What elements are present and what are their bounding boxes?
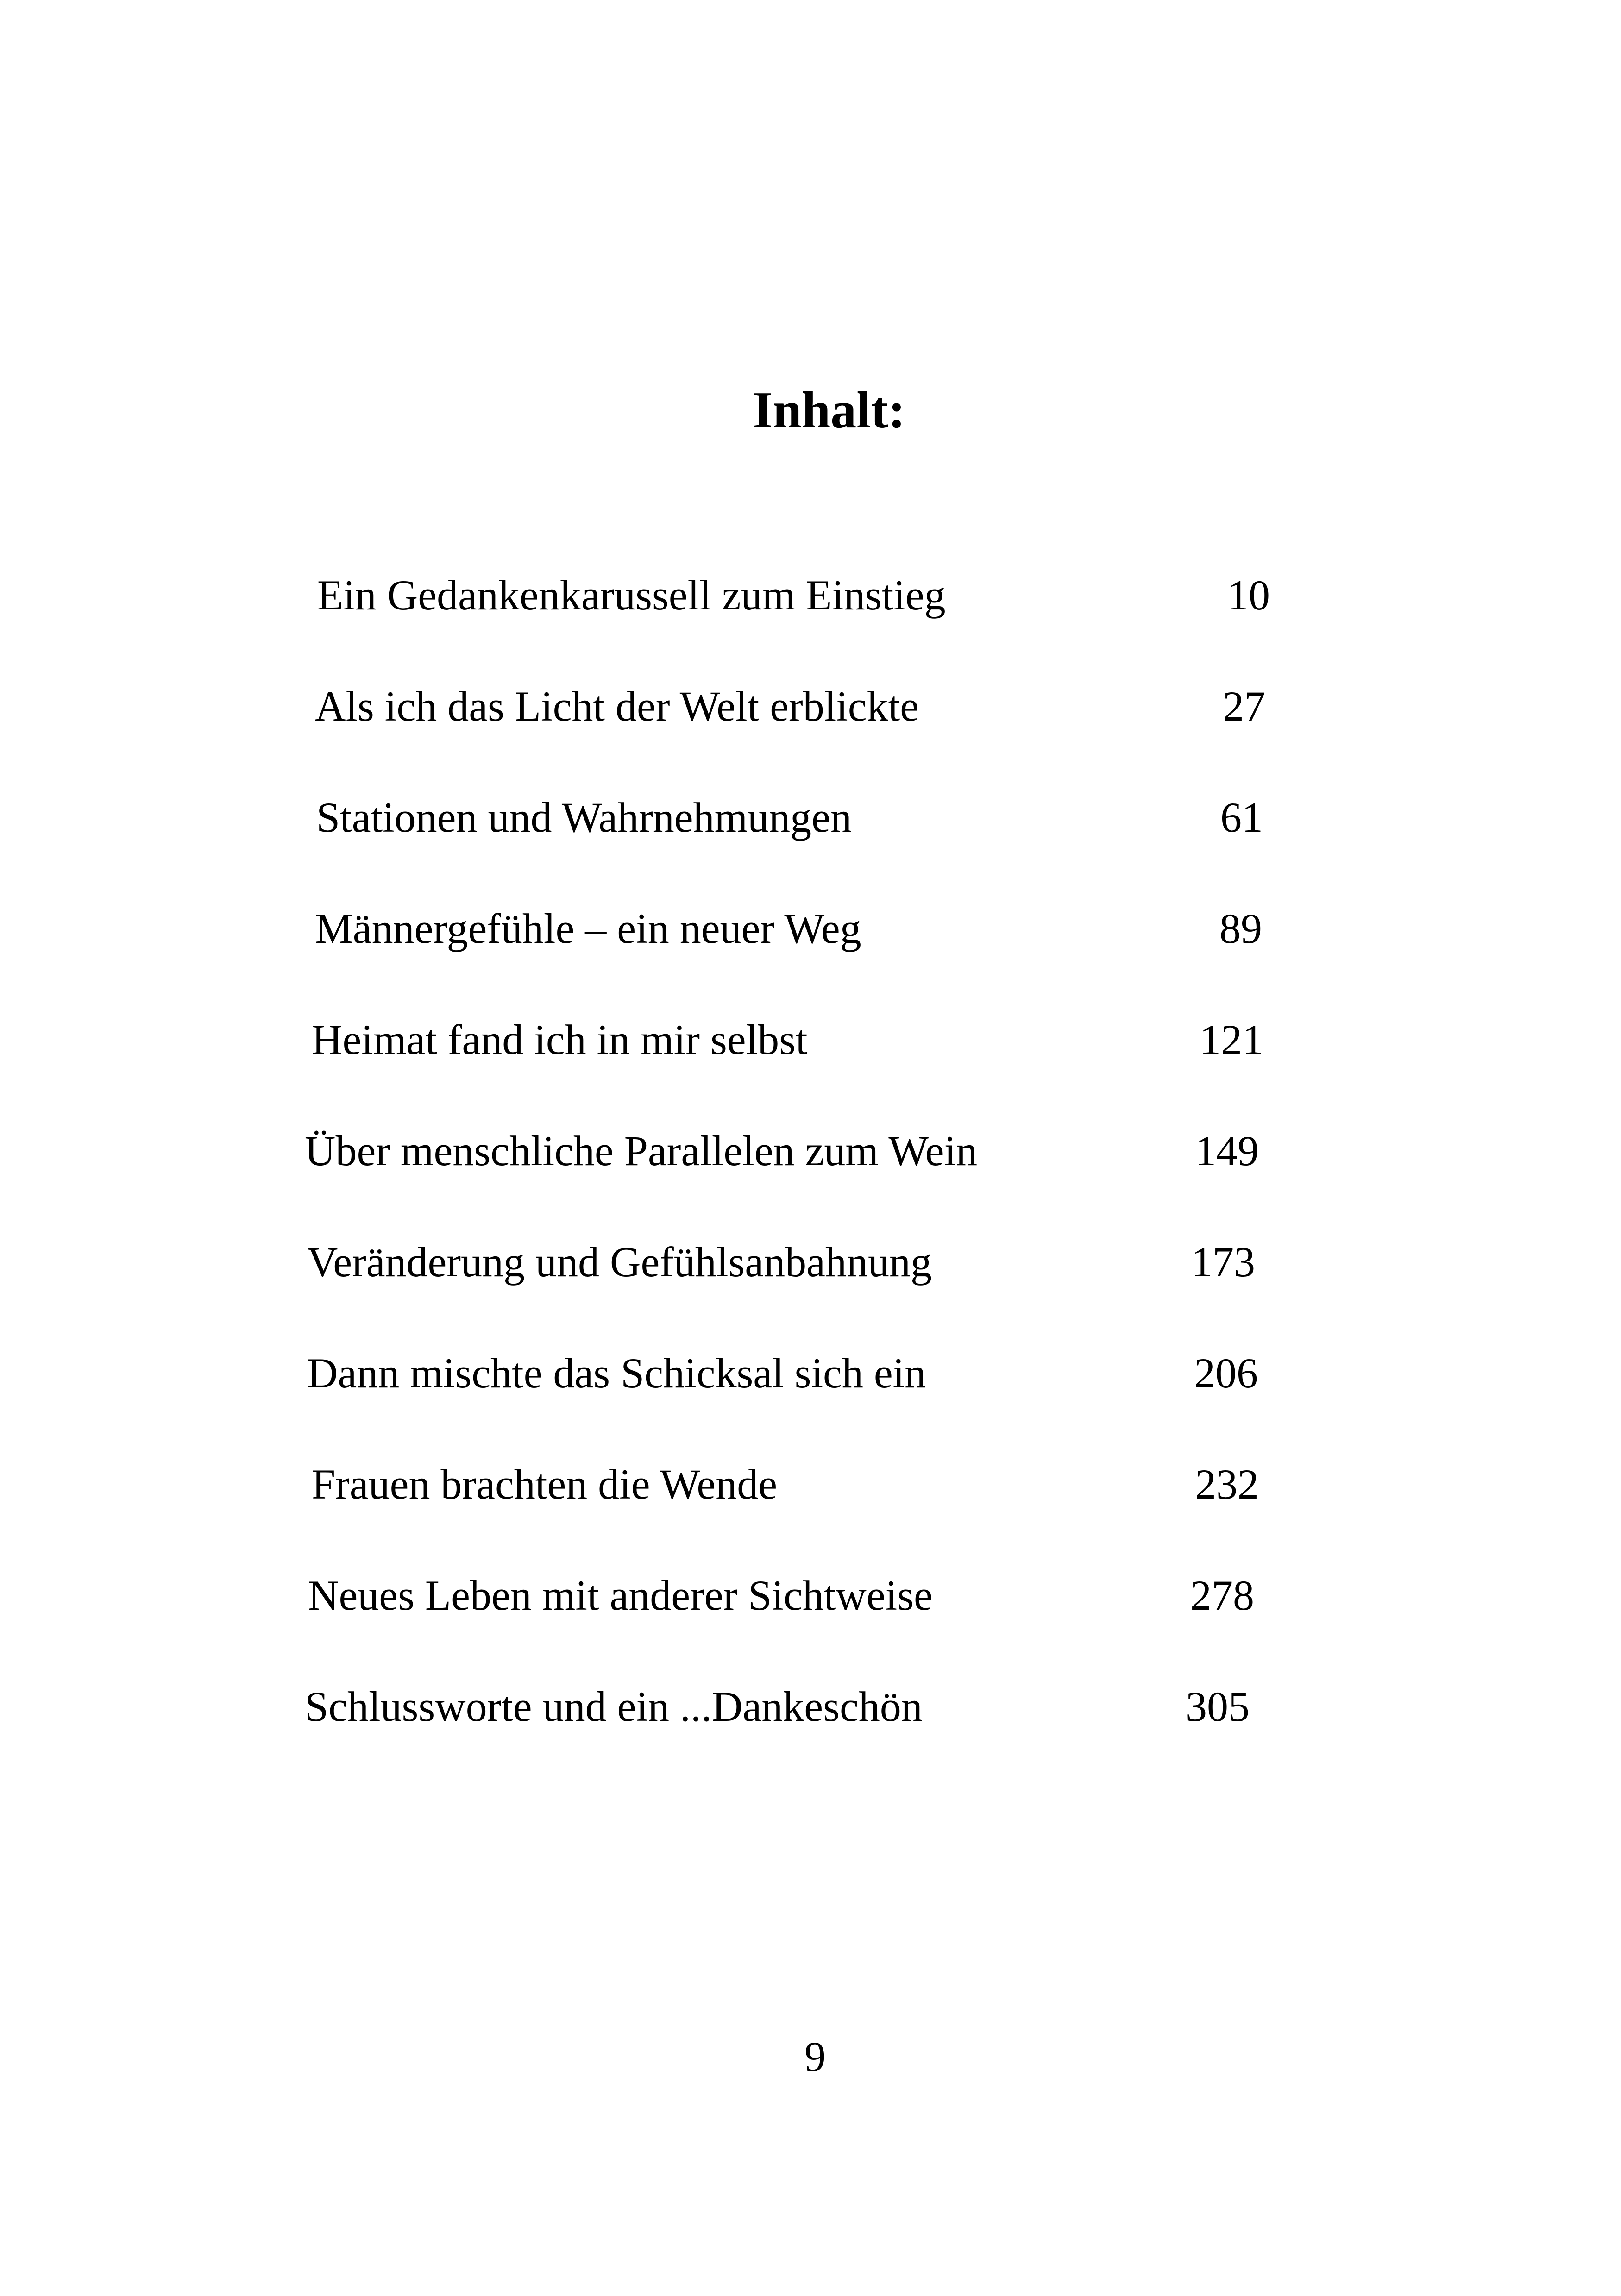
toc-entry-page: 206 [1194, 1349, 1258, 1397]
toc-entry-title: Dann mischte das Schicksal sich ein [307, 1349, 926, 1397]
toc-entry-page: 10 [1227, 571, 1270, 619]
toc-entry-title: Veränderung und Gefühlsanbahnung [307, 1238, 932, 1286]
toc-entry-title: Ein Gedankenkarussell zum Einstieg [317, 571, 946, 619]
toc-entry-page: 173 [1191, 1238, 1255, 1286]
toc-entry-page: 305 [1186, 1683, 1250, 1730]
toc-entry-page: 232 [1195, 1461, 1259, 1508]
toc-entry-title: Stationen und Wahrnehmungen [316, 794, 852, 841]
toc-entry-page: 27 [1223, 683, 1265, 730]
toc-entry-title: Frauen brachten die Wende [312, 1461, 778, 1508]
toc-entry-title: Über menschliche Parallelen zum Wein [305, 1127, 978, 1174]
toc-entry-page: 61 [1220, 794, 1263, 841]
page-number: 9 [804, 2033, 826, 2080]
toc-entry-page: 149 [1195, 1127, 1259, 1174]
toc-entry-title: Heimat fand ich in mir selbst [312, 1016, 808, 1063]
toc-entry-title: Neues Leben mit anderer Sichtweise [308, 1572, 933, 1619]
page-title: Inhalt: [753, 382, 905, 439]
toc-entry-page: 89 [1219, 905, 1262, 952]
toc-entry-title: Als ich das Licht der Welt erblickte [315, 683, 919, 730]
toc-entry-title: Männergefühle – ein neuer Weg [315, 905, 861, 952]
toc-entry-page: 121 [1200, 1016, 1263, 1063]
toc-entry-title: Schlussworte und ein ...Dankeschön [305, 1683, 923, 1730]
toc-entry-page: 278 [1190, 1572, 1254, 1619]
